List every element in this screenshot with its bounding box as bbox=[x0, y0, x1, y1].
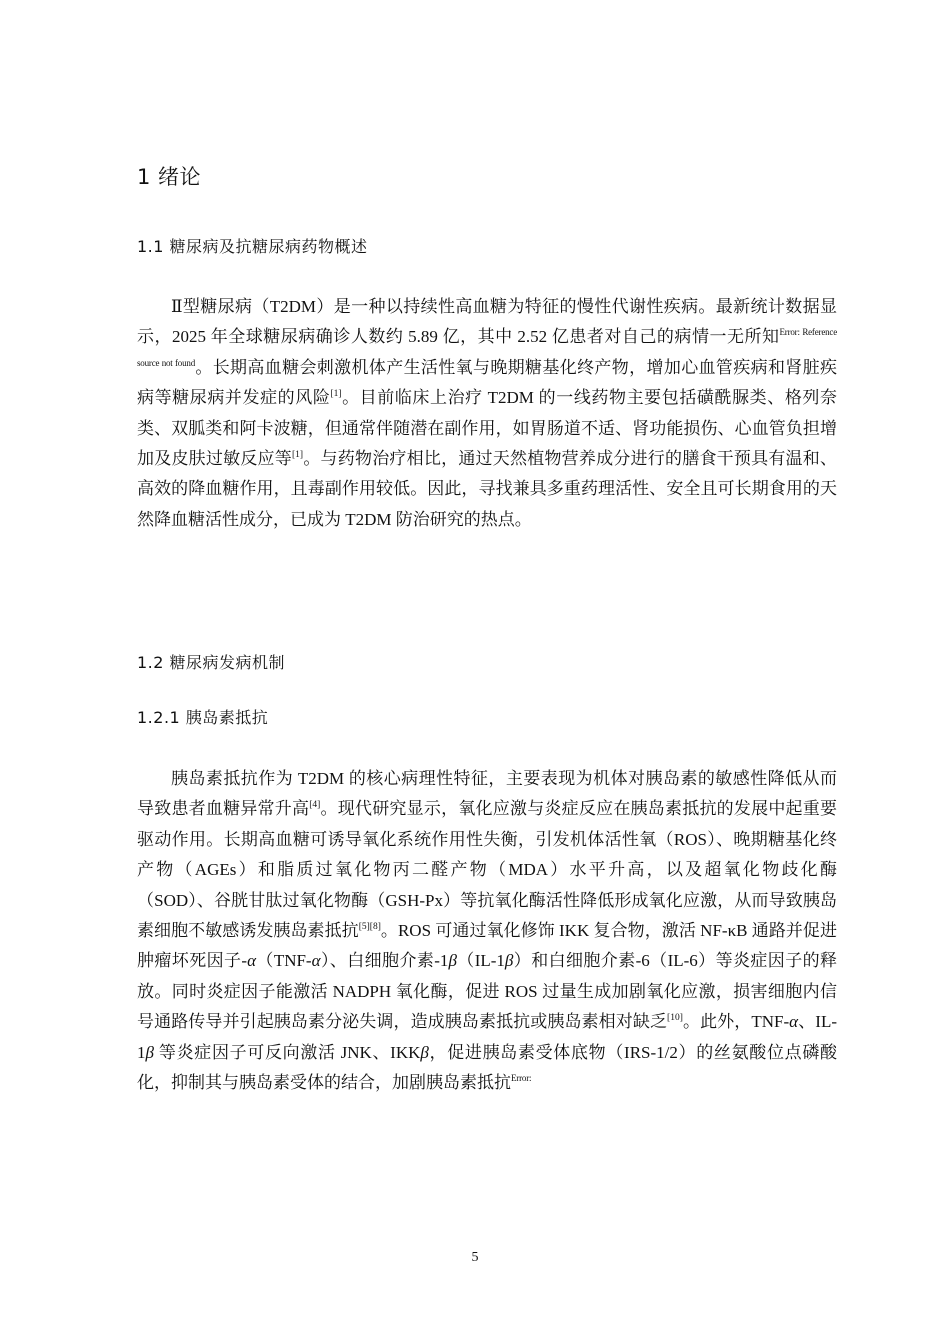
greek-symbol: β bbox=[420, 1042, 429, 1062]
reference-error-marker: Error: Reference source not found bbox=[137, 327, 838, 368]
paragraph-text: Ⅱ型糖尿病（T2DM）是一种以持续性高血糖为特征的慢性代谢性疾病。最新统计数据显示，2025 年全球糖尿病确诊人数约 5.89 亿，其中 2.52 亿患者对自己的病情一无所知 bbox=[137, 297, 837, 347]
paragraph-text: （IL-1 bbox=[456, 951, 505, 971]
section-heading-1-2-1: 1.2.1 胰岛素抵抗 bbox=[137, 708, 269, 727]
chapter-heading: 1 绪论 bbox=[137, 165, 202, 189]
paragraph-text: ）、白细胞介素-1 bbox=[320, 951, 449, 971]
citation-marker: [1] bbox=[292, 449, 304, 460]
paragraph-text: 。此外，TNF- bbox=[682, 1012, 790, 1032]
paragraph-text: 、IL-1 bbox=[137, 1012, 837, 1062]
paragraph-text: 胰岛素抵抗作为 T2DM 的核心病理性特征，主要表现为机体对胰岛素的敏感性降低从而导致患者血糖异常升高 bbox=[137, 769, 837, 819]
paragraph-text: 。现代研究显示，氧化应激与炎症反应在胰岛素抵抗的发展中起重要驱动作用。长期高血糖可诱导氧化系统作用性失衡，引发机体活性氧（ROS）、晚期糖基化终产物（AGEs）和脂质过氧化物丙二醛产物（MDA）水平升高，以及超氧化物歧化酶（SOD）、谷胱甘肽过氧化物酶（GSH-Px）等抗氧化酶活性降低形成氧化应激，从而导致胰岛素细胞不敏感诱发胰岛素抵抗 bbox=[137, 799, 838, 941]
paragraph-text: 等炎症因子可反向激活 JNK、IKK bbox=[153, 1042, 421, 1062]
greek-symbol: α bbox=[311, 951, 321, 971]
paragraph-text: 。长期高血糖会刺激机体产生活性氧与晚期糖基化终产物，增加心血管疾病和肾脏疾病等糖尿病并发症的风险 bbox=[137, 357, 837, 408]
paragraph-text: 。ROS 可通过氧化修饰 IKK 复合物，激活 NF-κB 通路并促进肿瘤坏死因子- bbox=[137, 921, 837, 971]
greek-symbol: α bbox=[789, 1012, 799, 1032]
reference-error-marker: Error: bbox=[511, 1072, 532, 1083]
page-number: 5 bbox=[471, 1250, 479, 1265]
citation-marker: [4] bbox=[309, 800, 321, 811]
paragraph-text: ）和白细胞介素-6（IL-6）等炎症因子的释放。同时炎症因子能激活 NADPH 氧化酶，促进 ROS 过量生成加剧氧化应激，损害细胞内信号通路传导并引起胰岛素分泌失调，造成胰岛素抵抗或胰岛素相对缺乏 bbox=[137, 951, 837, 1032]
greek-symbol: β bbox=[504, 951, 514, 971]
paragraph-1-2-1 bbox=[137, 764, 837, 1098]
paragraph-text: ，促进胰岛素受体底物（IRS-1/2）的丝氨酸位点磷酸化，抑制其与胰岛素受体的结合，加剧胰岛素抵抗 bbox=[137, 1042, 837, 1093]
citation-marker: [1] bbox=[330, 389, 342, 400]
section-heading-1-2: 1.2 糖尿病发病机制 bbox=[137, 653, 286, 672]
greek-symbol: β bbox=[145, 1042, 154, 1062]
paragraph-text: （TNF- bbox=[256, 951, 312, 971]
greek-symbol: α bbox=[247, 951, 257, 971]
citation-marker: [10] bbox=[667, 1013, 683, 1024]
section-heading-1-1: 1.1 糖尿病及抗糖尿病药物概述 bbox=[137, 237, 368, 256]
citation-marker: [5][8] bbox=[358, 921, 381, 932]
paragraph-text: 。与药物治疗相比，通过天然植物营养成分进行的膳食干预具有温和、高效的降血糖作用，且毒副作用较低。因此，寻找兼具多重药理活性、安全且可长期食用的天然降血糖活性成分，已成为 T2DM 防治研究的热点。 bbox=[137, 449, 838, 529]
greek-symbol: β bbox=[448, 951, 457, 971]
paragraph-1-1 bbox=[137, 292, 837, 535]
paragraph-text: 。目前临床上治疗 T2DM 的一线药物主要包括磺酰脲类、格列奈类、双胍类和阿卡波糖，但通常伴随潜在副作用，如胃肠道不适、肾功能损伤、心血管负担增加及皮肤过敏反应等 bbox=[137, 388, 838, 469]
